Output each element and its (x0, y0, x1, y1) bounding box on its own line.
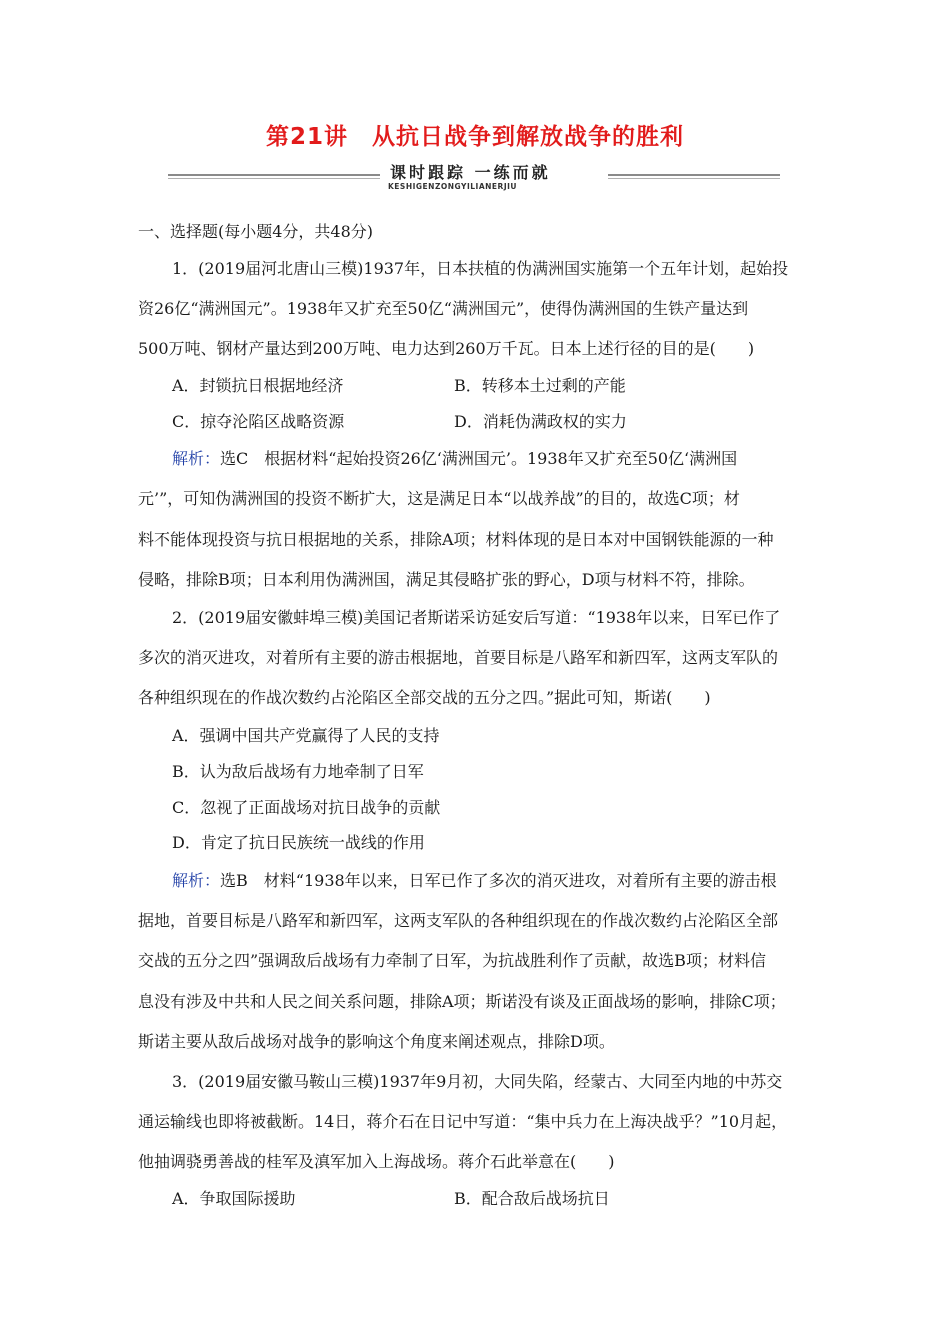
question-3-line: 他抽调骁勇善战的桂军及滇军加入上海战场。蒋介石此举意在( ) (138, 1152, 615, 1171)
question-1-analysis-line: 料不能体现投资与抗日根据地的关系，排除A项；材料体现的是日本对中国钢铁能源的一种 (138, 530, 774, 549)
question-1-option-d: D．消耗伪满政权的实力 (454, 412, 627, 431)
section-heading: 一、选择题(每小题4分，共48分) (138, 222, 374, 241)
banner-pinyin: KESHIGENZONGYILIANERJIU (388, 182, 517, 191)
question-1-analysis-line: 元’”，可知伪满洲国的投资不断扩大，这是满足日本“以战养战”的目的，故选C项；材 (138, 489, 740, 508)
question-1-line: 500万吨、钢材产量达到200万吨、电力达到260万千瓦。日本上述行径的目的是( ) (138, 339, 755, 358)
question-2-option-a: A．强调中国共产党赢得了人民的支持 (172, 726, 440, 745)
question-3-line: 3．(2019届安徽马鞍山三模)1937年9月初，大同失陷，经蒙古、大同至内地的中苏交 (172, 1072, 783, 1091)
question-2-line: 2．(2019届安徽蚌埠三模)美国记者斯诺采访延安后写道：“1938年以来，日军已作了 (172, 608, 781, 627)
question-2-line: 各种组织现在的作战次数约占沦陷区全部交战的五分之四。”据此可知，斯诺( ) (138, 688, 711, 707)
question-3-line: 通运输线也即将被截断。14日，蒋介石在日记中写道：“集中兵力在上海决战乎？”10月起， (138, 1112, 788, 1131)
question-1-line: 资26亿“满洲国元”。1938年又扩充至50亿“满洲国元”，使得伪满洲国的生铁产量达到 (138, 299, 749, 318)
question-3-option-b: B．配合敌后战场抗日 (454, 1189, 610, 1208)
question-1-option-a: A．封锁抗日根据地经济 (172, 376, 344, 395)
question-3-option-a: A．争取国际援助 (172, 1189, 296, 1208)
question-1-option-c: C．掠夺沦陷区战略资源 (172, 412, 345, 431)
question-1-analysis-line: 侵略，排除B项；日本利用伪满洲国，满足其侵略扩张的野心，D项与材料不符，排除。 (138, 570, 755, 589)
analysis-label: 解析： (172, 449, 221, 468)
question-2-option-d: D．肯定了抗日民族统一战线的作用 (172, 833, 425, 852)
question-2-analysis-line: 据地，首要目标是八路军和新四军，这两支军队的各种组织现在的作战次数约占沦陷区全部 (138, 911, 779, 930)
question-1-option-b: B．转移本土过剩的产能 (454, 376, 626, 395)
analysis-label: 解析： (172, 871, 221, 890)
section-banner (168, 156, 780, 196)
question-2-analysis-line: 息没有涉及中共和人民之间关系问题，排除A项；斯诺没有谈及正面战场的影响，排除C项； (138, 992, 786, 1011)
question-1-line: 1．(2019届河北唐山三模)1937年，日本扶植的伪满洲国实施第一个五年计划，起始投 (172, 259, 789, 278)
question-2-analysis-line: 斯诺主要从敌后战场对战争的影响这个角度来阐述观点，排除D项。 (138, 1032, 615, 1051)
question-2-option-b: B．认为敌后战场有力地牵制了日军 (172, 762, 424, 781)
question-2-analysis-line: 交战的五分之四”强调敌后战场有力牵制了日军，为抗战胜利作了贡献，故选B项；材料信 (138, 951, 766, 970)
question-2-option-c: C．忽视了正面战场对抗日战争的贡献 (172, 798, 441, 817)
question-2-analysis-line: 解析：选B 材料“1938年以来，日军已作了多次的消灭进攻，对着所有主要的游击根 (172, 871, 777, 890)
question-2-line: 多次的消灭进攻，对着所有主要的游击根据地，首要目标是八路军和新四军，这两支军队的 (138, 648, 779, 667)
question-1-analysis-line: 解析：选C 根据材料“起始投资26亿‘满洲国元’。1938年又扩充至50亿‘满洲国 (172, 449, 738, 468)
page-title: 第21讲 从抗日战争到解放战争的胜利 (265, 124, 684, 150)
banner-title: 课时跟踪 一练而就 (390, 163, 551, 182)
